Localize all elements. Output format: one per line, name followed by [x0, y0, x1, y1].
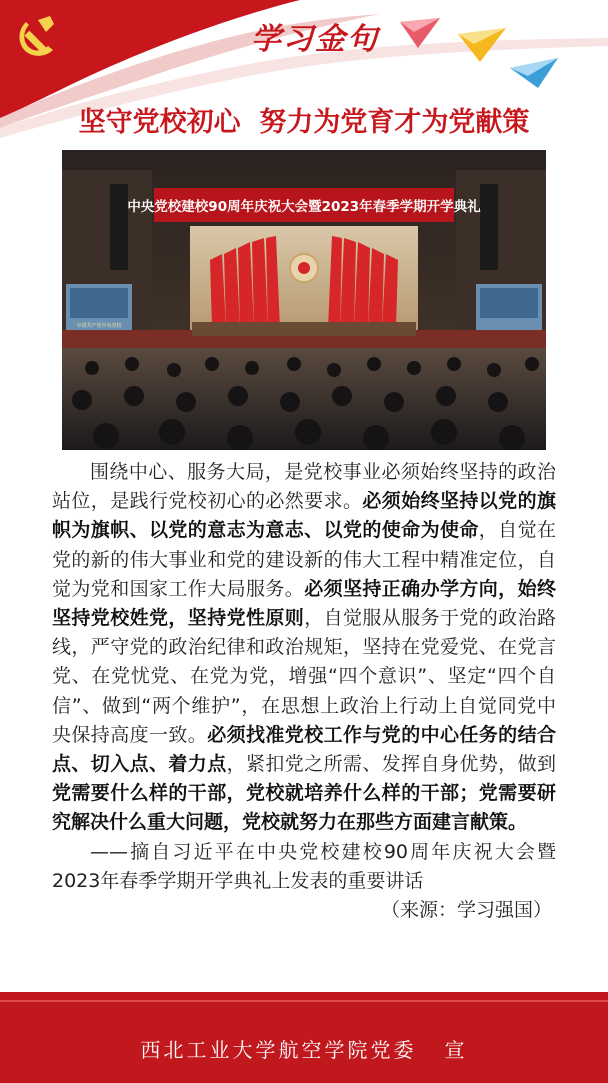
emphasis-run: 必须找准党校工作与党的中心任务的结合点、切入点、着力点 — [52, 723, 556, 776]
footer-bar — [0, 992, 608, 1083]
paper-plane-icon — [400, 18, 440, 52]
emphasis-run: 必须始终坚持以党的旗帜为旗帜、以党的意志为意志、以党的使命为使命 — [52, 490, 556, 542]
source-note: （来源：学习强国） — [380, 899, 552, 922]
article-paragraph — [52, 458, 556, 838]
footer-text: 西北工业大学航空学院党委 宣 — [140, 1038, 468, 1062]
emphasis-run: 必须坚持正确办学方向，始终坚持党校姓党，坚持党性原则 — [52, 577, 556, 630]
stage-banner-text: 中央党校建校90周年庆祝大会暨2023年春季学期开学典礼 — [127, 199, 481, 215]
emphasis-run: 党需要什么样的干部，党校就培养什么样的干部；党需要研究解决什么重大问题，党校就努力在那些方面建言献策。 — [52, 782, 556, 834]
text-run: 围绕中心、服务大局，是党校事业必须始终坚持的政治站位，是践行党校初心的必然要求。 — [52, 461, 556, 513]
text-run: ，自觉在党的新的伟大事业和党的建设新的伟大工程中精准定位，自觉为党和国家工作大局服务。 — [52, 519, 556, 600]
headline: 坚守党校初心 努力为党育才为党献策 — [78, 107, 530, 138]
paper-plane-icon — [458, 28, 506, 64]
paper-plane-icon — [510, 58, 558, 88]
article-body — [52, 458, 556, 925]
conference-photo — [62, 150, 546, 450]
header-title: 学习金句 — [251, 22, 379, 57]
text-run: ，自觉服从服务于党的政治路线，严守党的政治纪律和政治规矩，坚持在党爱党、在党言党、在党忧党、在党为党，增强“四个意识”、坚定“四个自信”、做到“两个维护”，在思想上政治上行动上自觉同党中央保持高度一致。 — [52, 607, 556, 746]
screen-caption: 中国共产党中央党校 — [76, 323, 122, 329]
citation: ——摘自习近平在中央党校建校90周年庆祝大会暨2023年春季学期开学典礼上发表的重要讲话 — [52, 840, 556, 892]
text-run: ，紧扣党之所需、发挥自身优势，做到 — [226, 753, 556, 776]
party-emblem-icon — [12, 12, 62, 62]
footer-divider — [0, 1000, 608, 1002]
